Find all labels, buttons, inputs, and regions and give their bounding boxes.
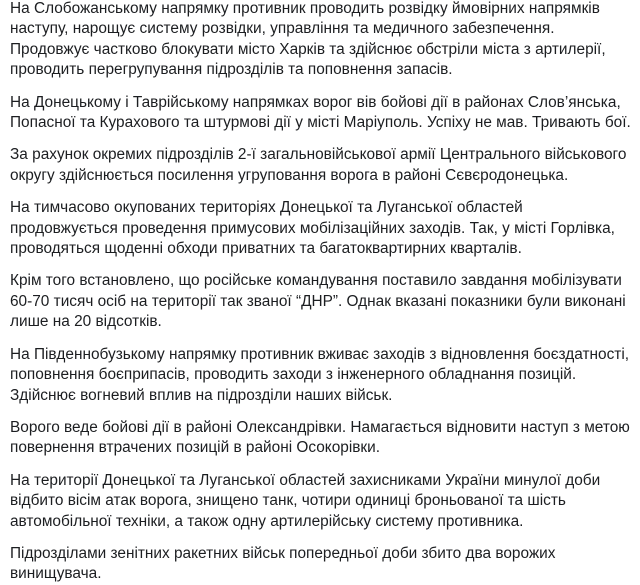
paragraph-donetsk-tavria: На Донецькому і Таврійському напрямках ворог вів бойові дії в районах Слов’янська, Попасної та Курахового та штурмові дії у місті Маріуполь. Успіху не мав. Тривають бої. (10, 93, 631, 132)
paragraph-dnr-quota: Крім того встановлено, що російське командування поставило завдання мобілізувати 60-70 тисяч осіб на території так званої “ДНР”. Однак вказані показники були виконані лише на 20 відсотків. (10, 272, 626, 331)
paragraph-air-defense: Підрозділами зенітних ракетних військ попередньої доби збито два ворожих винищувача. (10, 544, 556, 583)
paragraph-south-bug: На Південнобузькому напрямку противник вживає заходів з відновлення боєздатності, поповнення боєприпасів, проводить заходи з інженерного обладнання позицій. Здійснює вогневий вплив на підрозділи наших військ. (10, 345, 630, 404)
paragraph-oleksandrivka: Ворого веде бойові дії в районі Олександрівки. Намагається відновити наступ з метою повернення втрачених позицій в районі Осокорівки. (10, 418, 630, 457)
paragraph-2nd-army: За рахунок окремих підрозділів 2-ї загальновійськової армії Центрального військового округу здійснюється посилення угруповання ворога в районі Сєвєродонецька. (10, 146, 627, 184)
post-body (10, 0, 634, 585)
paragraph-mobilization: На тимчасово окупованих територіях Донецької та Луганської областей продовжується проведення примусових мобілізаційних заходів. Так, у місті Горлівка, проводяться щоденні обходи приватних та багатоквартирних кварталів. (10, 199, 615, 258)
paragraph-attacks-repelled: На території Донецької та Луганської областей захисниками України минулої доби відбито вісім атак ворога, знищено танк, чотири одиниці броньованої та шість автомобільної техніки, а також одну артилерійську систему противника. (10, 471, 601, 530)
paragraph-kharkiv: На Слобожанському напрямку противник проводить розвідку ймовірних напрямків наступу, нарощує систему розвідки, управління та медичного забезпечення. Продовжує частково блокувати місто Харків та здійснює обстріли міста з артилерії, проводить перегрупування підрозділів та поповнення запасів. (10, 0, 606, 79)
